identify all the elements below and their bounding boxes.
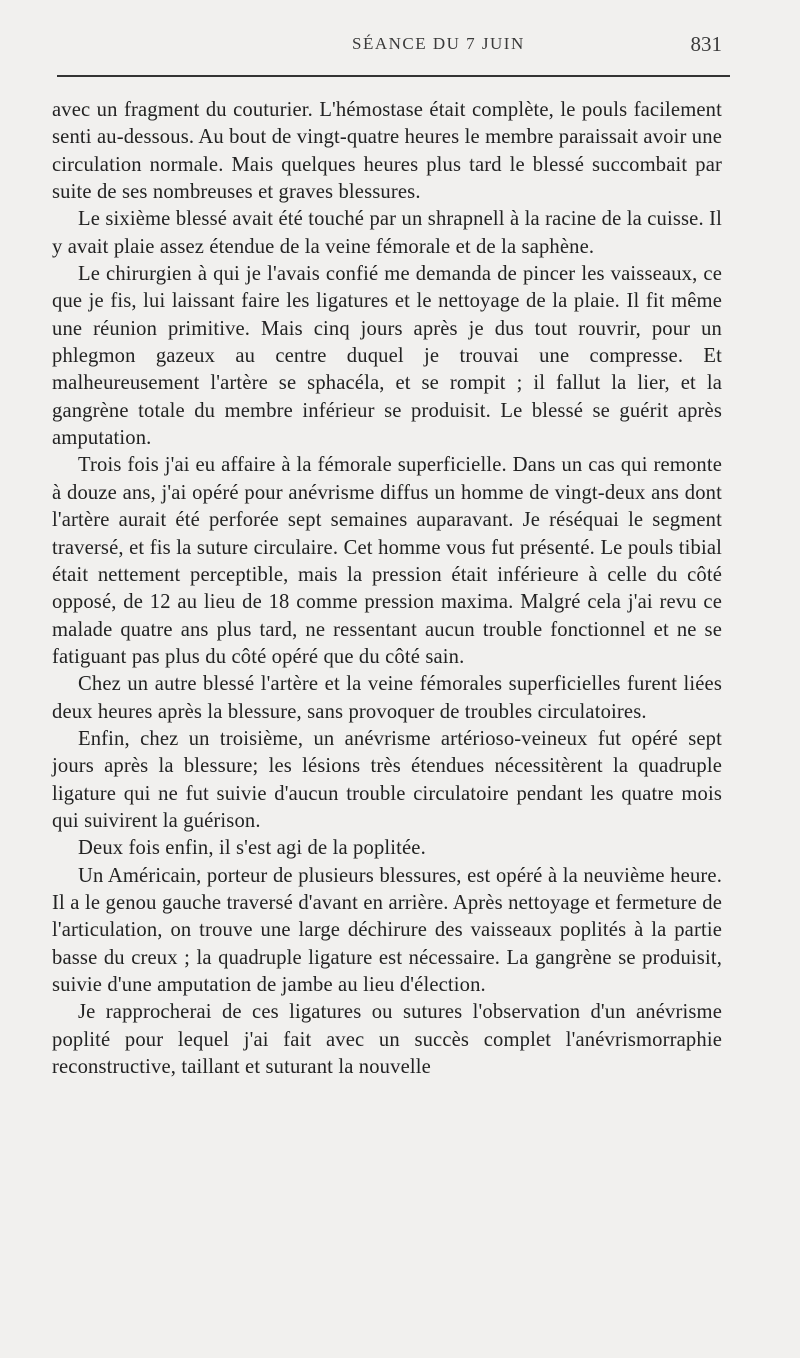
paragraph: Le chirurgien à qui je l'avais confié me demanda de pincer les vaisseaux, ce que je fis, lui laissant faire les ligatures et le nettoyage de la plaie. Il fit même une réunion primitive. Mais cinq jours après je dus tout rouvrir, pour un phlegmon gazeux au centre duquel je trouvai une compresse. Et malheureusement l'artère se sphacéla, et se rompit ; il fallut la lier, et la gangrène totale du membre inférieur se produisit. Le blessé se guérit après amputation. xyxy=(52,263,722,450)
body-text xyxy=(52,97,722,1081)
page-number: 831 xyxy=(690,32,722,56)
paragraph: Enfin, chez un troisième, un anévrisme artérioso-veineux fut opéré sept jours après la blessure; les lésions très étendues nécessitèrent la quadruple ligature qui ne fut suivie d'aucun trouble circulatoire pendant les quatre mois qui suivirent la guérison. xyxy=(52,727,722,832)
paragraph: Chez un autre blessé l'artère et la veine fémorales superficielles furent liées deux heures après la blessure, sans provoquer de troubles circulatoires. xyxy=(52,673,722,723)
running-head: SÉANCE DU 7 JUIN xyxy=(352,34,525,53)
paragraph: Un Américain, porteur de plusieurs blessures, est opéré à la neuvième heure. Il a le genou gauche traversé d'avant en arrière. Après nettoyage et fermeture de l'articulation, on trouve une large déchirure des vaisseaux poplités à la partie basse du creux ; la quadruple ligature est nécessaire. La gangrène se produisit, suivie d'une amputation de jambe au lieu d'élection. xyxy=(52,864,722,996)
paragraph: Trois fois j'ai eu affaire à la fémorale superficielle. Dans un cas qui remonte à douze ans, j'ai opéré pour anévrisme diffus un homme de vingt-deux ans dont l'artère aurait été perforée sept semaines auparavant. Je réséquai le segment traversé, et fis la suture circulaire. Cet homme vous fut présenté. Le pouls tibial était nettement perceptible, mais la pression était inférieure à celle du côté opposé, de 12 au lieu de 18 comme pression maxima. Malgré cela j'ai revu ce malade quatre ans plus tard, ne ressentant aucun trouble fonctionnel et ne se fatiguant pas plus du côté opéré que du côté sain. xyxy=(52,454,722,668)
paragraph: Deux fois enfin, il s'est agi de la poplitée. xyxy=(78,837,426,860)
paragraph-continuation: avec un fragment du couturier. L'hémostase était complète, le pouls facilement senti au-dessous. Au bout de vingt-quatre heures le membre paraissait avoir une circulation normale. Mais quelques heures plus tard le blessé succombait par suite de ses nombreuses et graves blessures. xyxy=(52,99,722,204)
header-rule xyxy=(57,75,730,77)
paragraph: Je rapprocherai de ces ligatures ou sutures l'observation d'un anévrisme poplité pour lequel j'ai fait avec un succès complet l'anévrismorraphie reconstructive, taillant et suturant la nouvelle xyxy=(52,1001,722,1079)
paragraph: Le sixième blessé avait été touché par un shrapnell à la racine de la cuisse. Il y avait plaie assez étendue de la veine fémorale et de la saphène. xyxy=(52,208,722,258)
page-header xyxy=(52,0,722,66)
